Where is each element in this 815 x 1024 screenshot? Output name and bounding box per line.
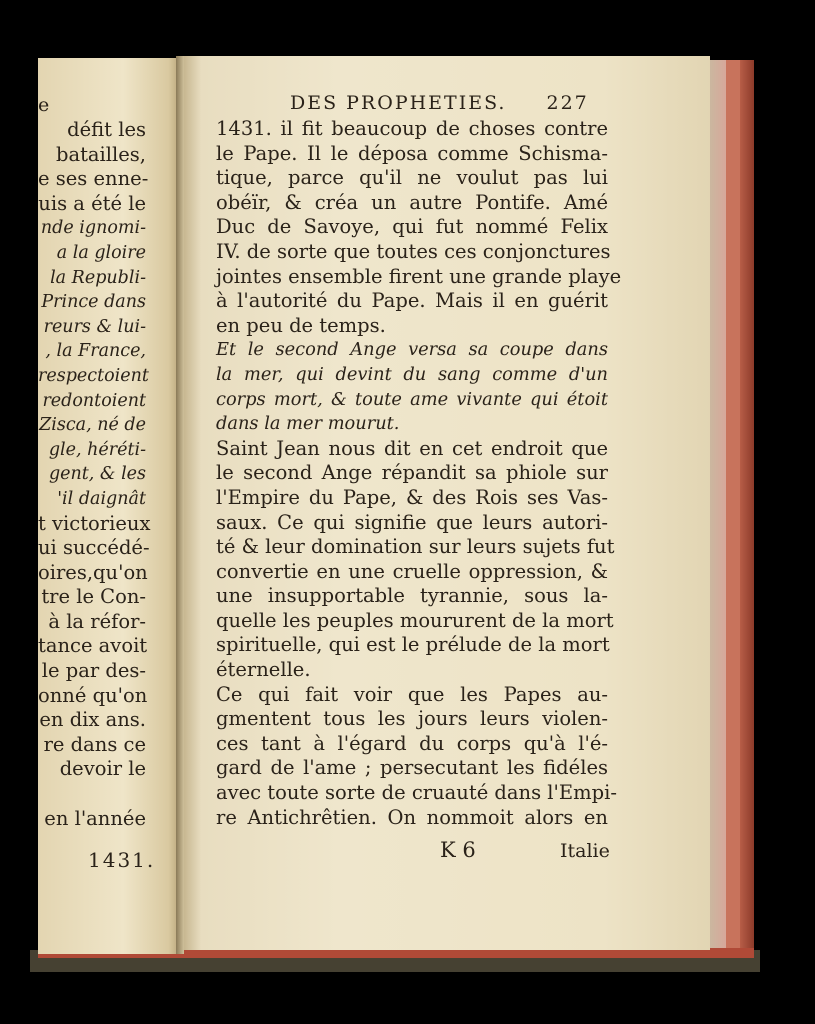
left-page-line: oires,qu'on xyxy=(38,560,148,584)
left-page-line: la Republi- xyxy=(50,267,146,288)
right-page-line: Ce qui fait voir que les Papes au- xyxy=(216,682,608,706)
left-page-text xyxy=(38,118,180,831)
right-page-line: le second Ange répandit sa phiole sur xyxy=(216,461,608,485)
left-page-line: e ses enne- xyxy=(38,167,149,191)
left-page-line: en dix ans. xyxy=(39,708,146,732)
left-page-line: re dans ce xyxy=(43,732,146,756)
right-page-line: l'Empire du Pape, & des Rois ses Vas- xyxy=(216,485,608,509)
right-page-line: en peu de temps. xyxy=(216,313,386,337)
running-header xyxy=(290,92,589,114)
running-head: DES PROPHETIES. xyxy=(290,92,507,114)
right-page-line: gard de l'ame ; persecutant les fidéles xyxy=(216,756,608,780)
left-page-line: , la France, xyxy=(45,341,146,362)
right-page-line: gmentent tous les jours leurs violen- xyxy=(216,707,608,731)
right-page-line: spirituelle, qui est le prélude de la mort xyxy=(216,633,610,657)
left-page-line: tre le Con- xyxy=(41,585,146,609)
left-page-line: le par des- xyxy=(41,659,146,683)
left-page-line: batailles, xyxy=(55,142,146,166)
left-page-line: respectoient xyxy=(38,365,149,386)
right-page-line: le Pape. Il le déposa comme Schisma- xyxy=(216,141,608,165)
right-page-line: quelle les peuples moururent de la mort xyxy=(216,608,614,632)
right-page-text xyxy=(216,117,622,830)
signature-mark: K 6 xyxy=(440,838,476,862)
page-block-edge xyxy=(708,60,726,950)
cover-edge xyxy=(740,60,754,950)
left-page-line: a la gloire xyxy=(56,242,146,263)
left-page-line: ui succédé- xyxy=(38,536,150,560)
right-page-line: Duc de Savoye, qui fut nommé Felix xyxy=(216,215,608,239)
left-page-line: redontoient xyxy=(42,390,146,411)
left-page-line: en l'année xyxy=(44,806,146,830)
left-page-line: Prince dans xyxy=(41,292,146,313)
right-page-line: saux. Ce qui signifie que leurs autori- xyxy=(216,510,608,534)
right-page-line: re Antichrêtien. On nommoit alors en xyxy=(216,805,608,829)
left-page-line: Zisca, né de xyxy=(39,415,146,436)
right-page-line: IV. de sorte que toutes ces conjonctures xyxy=(216,239,611,263)
left-page-top-fragment: e xyxy=(38,94,50,116)
left-page-line: t victorieux xyxy=(38,511,151,535)
right-page-line: avec toute sorte de cruauté dans l'Empi- xyxy=(216,781,617,805)
right-page-line: Et le second Ange versa sa coupe dans xyxy=(216,339,608,361)
left-page-line: devoir le xyxy=(59,757,146,781)
right-page-line: té & leur domination sur leurs sujets fut xyxy=(216,535,615,559)
left-page-line: uis a été le xyxy=(38,191,146,215)
left-page-line xyxy=(38,782,180,807)
left-page-line: nde ignomi- xyxy=(40,218,146,239)
right-page-line: la mer, qui devint du sang comme d'un xyxy=(216,363,608,385)
right-page-line: tique, parce qu'il ne voulut pas lui xyxy=(216,166,608,190)
left-page-line: à la réfor- xyxy=(48,609,146,633)
red-edge xyxy=(726,60,740,950)
right-page-line: dans la mer mourut. xyxy=(216,413,400,435)
right-page-line: corps mort, & toute ame vivante qui étoit xyxy=(216,388,608,410)
left-page-line: défit les xyxy=(67,118,146,141)
right-page-line: convertie en une cruelle oppression, & xyxy=(216,559,608,583)
right-page-line: ces tant à l'égard du corps qu'à l'é- xyxy=(216,731,608,755)
right-page-line: obéïr, & créa un autre Pontife. Amé xyxy=(216,190,608,214)
left-page-line: gent, & les xyxy=(48,464,146,485)
right-page-line: à l'autorité du Pape. Mais il en guérit xyxy=(216,289,608,313)
left-page-line: gle, héréti- xyxy=(48,439,146,460)
left-page-line: 'il daignât xyxy=(57,488,146,509)
right-page-line: éternelle. xyxy=(216,658,311,682)
right-page-line: 1431. il fit beaucoup de choses contre xyxy=(216,117,608,140)
left-page-line: reurs & lui- xyxy=(43,316,146,337)
right-page-line: une insupportable tyrannie, sous la- xyxy=(216,584,608,608)
right-page-line: jointes ensemble firent une grande playe xyxy=(216,264,622,288)
page-number: 227 xyxy=(546,92,589,114)
right-page-line: Saint Jean nous dit en cet endroit que xyxy=(216,436,608,460)
catchword: Italie xyxy=(560,840,610,862)
left-page-line: tance avoit xyxy=(38,634,148,658)
left-page-line: onné qu'on xyxy=(38,683,148,707)
left-page-footer: 1431. xyxy=(88,848,156,872)
